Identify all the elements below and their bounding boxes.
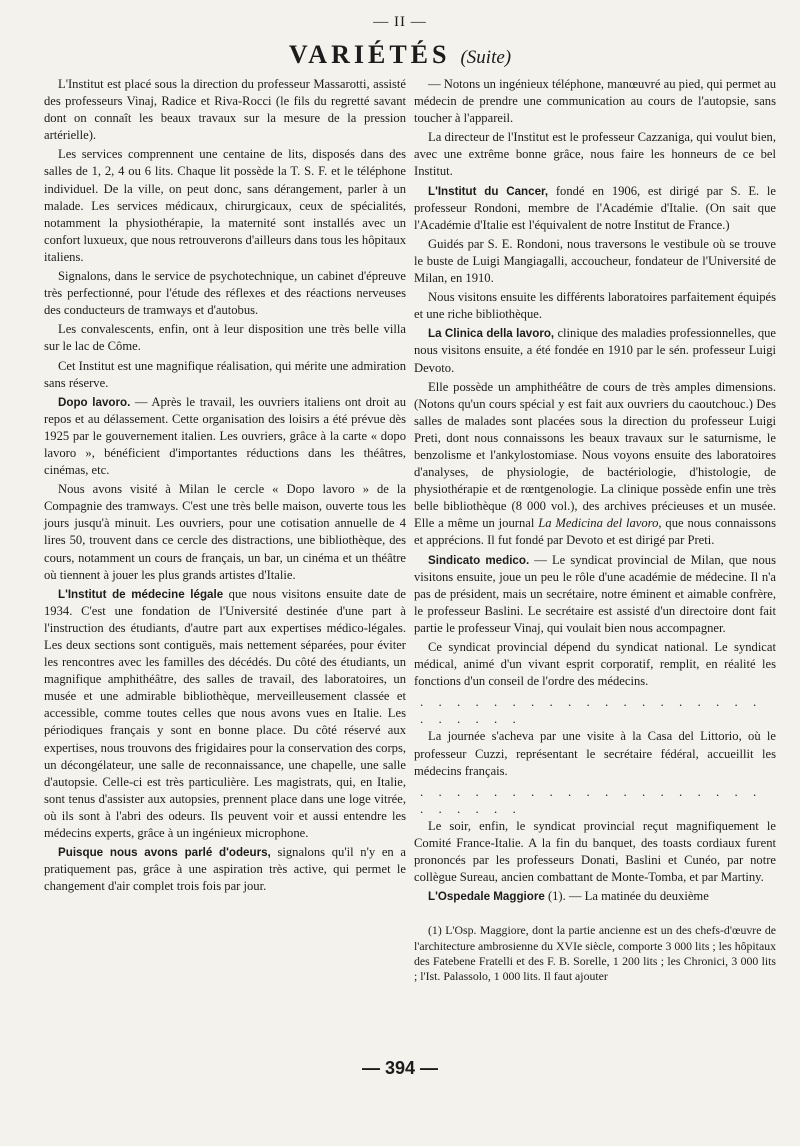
page-roman-numeral: — II — <box>373 14 427 30</box>
section-heading: L'Institut de médecine légale <box>58 587 224 601</box>
paragraph <box>44 394 406 479</box>
paragraph-text: — Après le travail, les ouvriers italiens ont droit au repos et au délassement. Cette organisation des loisirs a été prévue dès 1925 par le gouvernement italien. Les ouvriers, grâce à la carte « dopo lavoro », bénéficient d'importantes réductions dans les théâtres, cinémas, etc. <box>44 394 406 478</box>
section-heading: La Clinica della lavoro, <box>428 327 555 341</box>
paragraph: La directeur de l'Institut est le professeur Cazzaniga, qui voulut bien, avec une extrême bonne grâce, nous faire les honneurs de ce bel Institut. <box>414 130 776 179</box>
paragraph: Guidés par S. E. Rondoni, nous traversons le vestibule où se trouve le buste de Luigi Mangiagalli, accoucheur, fondateur de l'Université de Milan, en 1910. <box>414 236 776 286</box>
section-heading: L'Ospedale Maggiore <box>428 890 545 904</box>
paragraph: Les convalescents, enfin, ont à leur disposition une très belle villa sur le lac de Côme. <box>44 322 406 354</box>
section-heading: Sindicato medico. <box>428 553 530 567</box>
paragraph <box>414 888 776 905</box>
paragraph: Ce syndicat provincial dépend du syndicat national. Le syndicat médical, animé d'un vivant esprit corporatif, remplit, en réalité les fonctions d'un conseil de l'ordre des médecins. <box>414 640 776 689</box>
paragraph-text: (1). — La matinée du deuxième <box>544 889 709 904</box>
paragraph <box>414 552 776 637</box>
paragraph <box>414 379 776 550</box>
dotted-separator: . . . . . . . . . . . . . . . . . . . . . . . . . <box>420 783 763 816</box>
dotted-separator: . . . . . . . . . . . . . . . . . . . . . . . . . <box>420 694 763 727</box>
section-heading: L'Institut du Cancer, <box>428 184 549 198</box>
paragraph: Nous avons visité à Milan le cercle « Dopo lavoro » de la Compagnie des tramways. C'est une très belle maison, ouverte tous les jours jusqu'à minuit. Les ouvriers, pour une cotisation annuelle de 4 lires 50, trouvent dans ce cercle des distractions, une bibliothèque, des cours, notamment un cours de français, un bar, un cinéma et un théâtre où tiennent à jouer les plus grands artistes d'Italie. <box>44 482 406 582</box>
paragraph <box>414 325 776 376</box>
journal-title: La Medicina del lavoro, <box>538 516 662 531</box>
section-heading: Puisque nous avons parlé d'odeurs, <box>58 846 271 860</box>
paragraph-text: Elle possède un amphithéâtre de cours de très amples dimensions. (Notons qu'un cours spécial y est fait aux ouvriers du caoutchouc.) Des salles de malades sont placées sous la direction du professeur Luigi Preti, dont nous connaissons les beaux travaux sur le saturnisme, le benzolisme et l'ankylostomiase. Nous voyons ensuite des laboratoires d'analyses, de physiologie, de bactériologie, d'histologie, de physiothérapie et de rœntgenologie. La clinique possède enfin une très belle bibliothèque (8 000 vol.), des archives précieuses et un musée. Elle a même un journal <box>414 379 776 531</box>
title-main: VARIÉTÉS <box>288 40 451 69</box>
paragraph-text: signalons qu'il n'y en a pratiquement pas, grâce à une aspiration très active, qui permet le changement d'air complet trois fois par jour. <box>44 845 406 894</box>
footnote <box>414 923 776 984</box>
paragraph: Les services comprennent une centaine de lits, disposés dans des salles de 1, 2, 4 ou 6 lits. Chaque lit possède la T. S. F. et le téléphone individuel. De la ville, on peut donc, sans dérangement, parler à un malade. Les services médicaux, chirurgicaux, ceux de spécialités, notamment la physiothérapie, la maternité sont installés avec un confort luxueux, que nous retrouverons d'ailleurs dans tous les hôpitaux italiens. <box>44 147 406 264</box>
paragraph: Cet Institut est une magnifique réalisation, qui mérite une admiration sans réserve. <box>44 358 406 390</box>
paragraph-text: que nous connaissons et apprécions. Il fut fondé par Devoto et est dirigé par Preti. <box>414 516 776 548</box>
paragraph-text: fondé en 1906, est dirigé par S. E. le professeur Rondoni, membre de l'Académie d'Italie. (On sait que l'Académie d'Italie est l'équivalent de notre Institut de France.) <box>414 183 776 232</box>
paragraph: Signalons, dans le service de psychotechnique, un cabinet d'épreuve très perfectionné, pour l'étude des réflexes et des réactions nerveuses des conducteurs de tramways et d'autobus. <box>44 269 406 318</box>
paragraph: La journée s'acheva par une visite à la Casa del Littorio, où le professeur Cuzzi, représentant le secrétaire fédéral, accueillit les médecins français. <box>414 729 776 778</box>
title-suite: (Suite) <box>460 47 512 68</box>
paragraph-text: clinique des maladies professionnelles, que nous visitons ensuite, a été fondée en 1910 par le sén. professeur Luigi Devoto. <box>414 326 777 375</box>
left-column <box>44 76 406 897</box>
footnote-text: (1) L'Osp. Maggiore, dont la partie ancienne est un des chefs-d'œuvre de l'architecture ambrosienne du XVIe siècle, comporte 3 000 lits ; les hôpitaux des Fatebene Fratelli et des F. B. Sorelle, 1 200 lits ; les Chronici, 3 000 lits ; l'Ist. Palassolo, 1 000 lits. Il faut ajouter <box>414 923 776 984</box>
paragraph <box>44 844 406 895</box>
section-heading: Dopo lavoro. <box>58 395 131 409</box>
page-title <box>0 40 800 70</box>
paragraph: L'Institut est placé sous la direction du professeur Massarotti, assisté des professeurs Vinaj, Radice et Riva-Rocci (le fils du regretté savant dont on connaît les beaux travaux sur la mesure de la pression artérielle). <box>44 77 406 143</box>
page-number: — 394 — <box>361 1058 439 1078</box>
paragraph <box>414 183 776 234</box>
paragraph: Le soir, enfin, le syndicat provincial reçut magnifiquement le Comité France-Italie. A la fin du banquet, des toasts cordiaux furent prononcés par les professeurs Donati, Baslini et Cunéo, par notre collègue Sureau, ancien combattant de Monte-Tomba, et par Martiny. <box>414 818 776 885</box>
paragraph: Nous visitons ensuite les différents laboratoires parfaitement équipés et une riche bibliothèque. <box>414 290 776 322</box>
paragraph-text: que nous visitons ensuite date de 1934. C'est une fondation de l'Université destinée d'une part à l'instruction des étudiants, d'autre part aux expertises médico-légales. Les deux sections sont contiguës, mais nettement séparées, pour éviter les rencontres avec les familles des décédés. Du côté des étudiants, un magnifique amphithéâtre, des salles de travail, des laboratoires, un musée et une admirable bibliothèque, merveilleusement classée et accessible, comme toutes celles que nous avons vues en Italie. Les périodiques français y sont en bonne place. Du côté réservé aux expertises, nous trouvons des frigidaires pour la conservation des corps, un décongélateur, une salle de reconnaissance, une chapelle, une salle d'autopsie. Celle-ci est très particulière. Les magistrats, qui, en Italie, sont tenus d'assister aux autopsies, prennent place dans une loge vitrée, où ils sont à l'abri des odeurs. Ils peuvent voir et aussi entendre les médecins experts, grâce à un ingénieux microphone. <box>44 586 406 841</box>
right-column <box>414 76 776 984</box>
paragraph-text: — Le syndicat provincial de Milan, que nous visitons ensuite, joue un peu le rôle d'une académie de médecine. Il n'a pas de président, mais un secrétaire, notre éminent et aimable confrère, le professeur Baslini. Le secrétaire est assisté d'un directoire dont fait partie le professeur Vinaj, qui voulait bien nous accompagner. <box>414 552 776 635</box>
paragraph: — Notons un ingénieux téléphone, manœuvré au pied, qui permet au médecin de prendre une communication au cours de l'autopsie, sans toucher à l'appareil. <box>414 77 776 126</box>
paragraph <box>44 586 406 842</box>
